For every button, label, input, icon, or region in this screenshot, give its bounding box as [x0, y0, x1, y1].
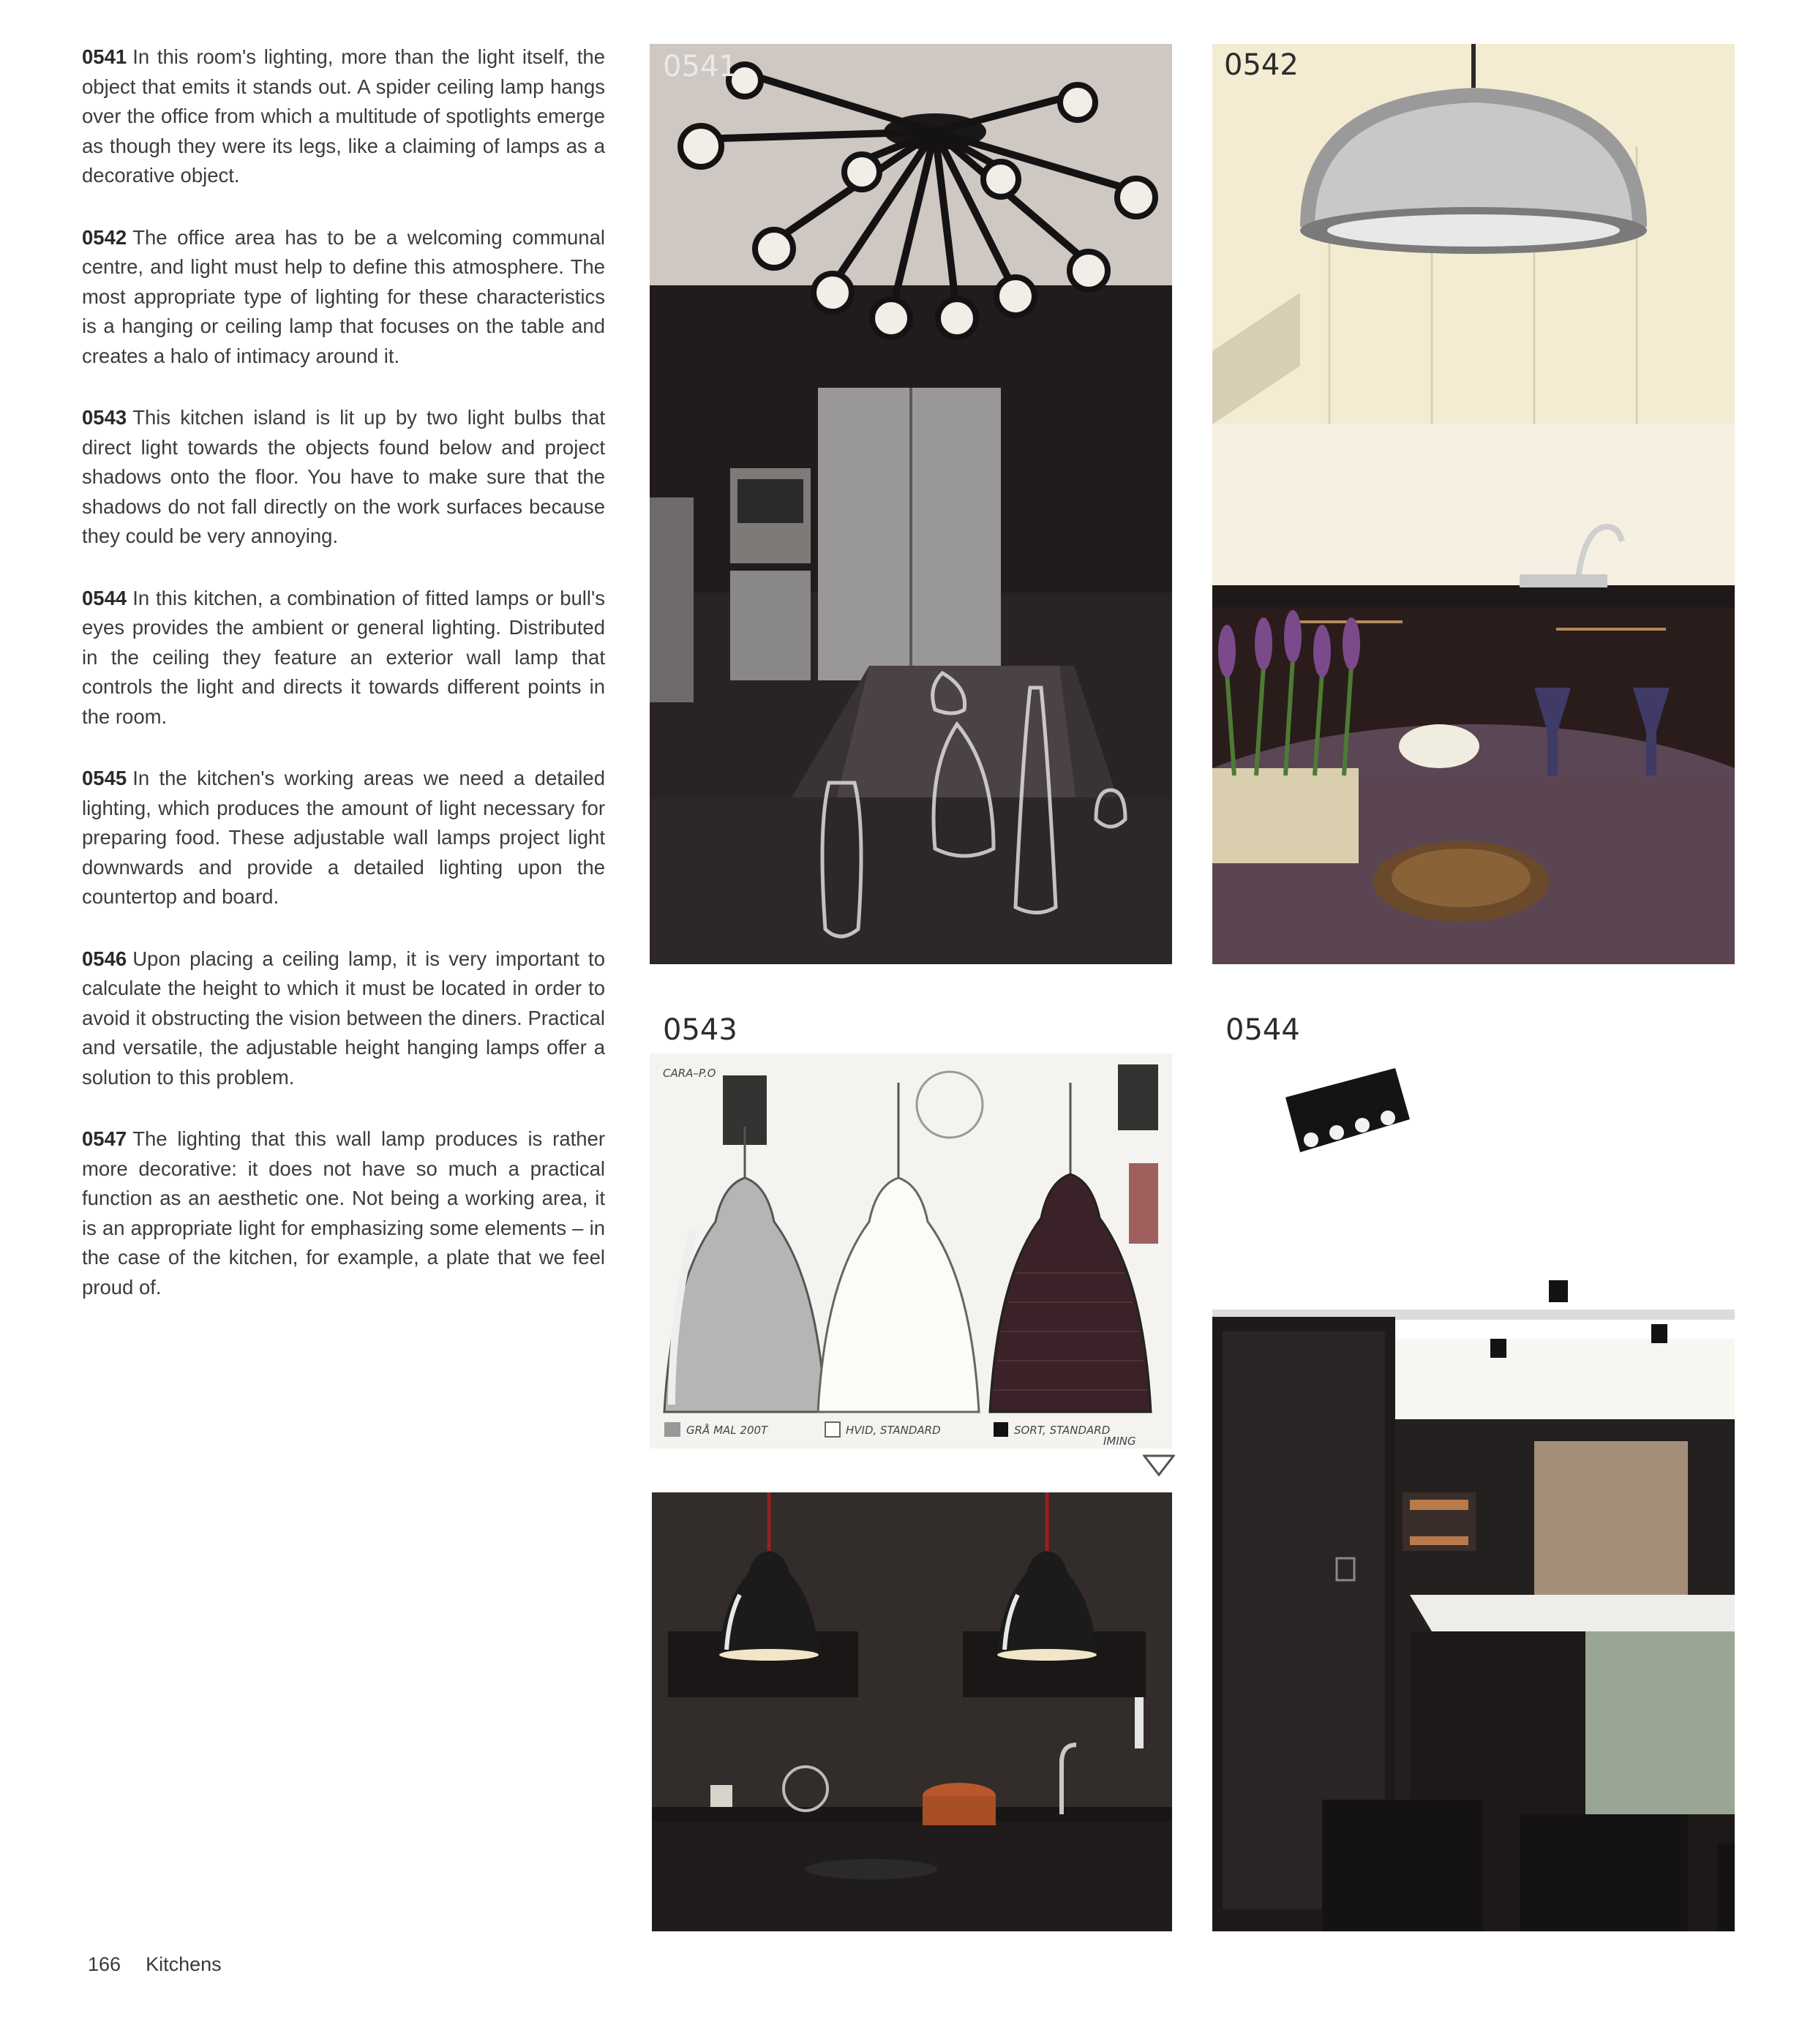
- entry-text: This kitchen island is lit up by two light bulbs that direct light towards the objects found below and project shadows onto the floor. You have to make sure that the shadows do not fall directly on the work surfaces because they could be very annoying.: [82, 406, 605, 547]
- section-name: Kitchens: [146, 1953, 222, 1975]
- entry-number: 0546: [82, 947, 127, 970]
- entry-0542: [82, 223, 605, 372]
- text-column: [82, 42, 605, 1334]
- page-footer: [88, 1953, 247, 1976]
- photo-0542-pendant-kitchen: [1212, 44, 1735, 964]
- pendants-counter-illustration: [652, 1492, 1172, 1931]
- photo-caption-0543: 0543: [663, 1013, 737, 1047]
- sketch-label-black: SORT, STANDARD: [1014, 1424, 1111, 1437]
- entry-text: In the kitchen's working areas we need a detailed lighting, which produces the amount of light necessary for preparing food. These adjustable wall lamps project light downwards and provide a detailed lighting upon the countertop and board.: [82, 767, 605, 908]
- lamp-sketch-illustration: [650, 1053, 1172, 1449]
- entry-0541: [82, 42, 605, 191]
- pendant-kitchen-illustration: [1212, 44, 1735, 964]
- sketch-signature: IMING: [1103, 1435, 1136, 1448]
- entry-number: 0541: [82, 45, 127, 68]
- page-number: 166: [88, 1953, 121, 1975]
- sketch-0543-lamp-drawings: [650, 1053, 1172, 1449]
- photo-caption: 0541: [663, 50, 737, 83]
- photo-0541-spider-lamp-kitchen: [650, 44, 1172, 964]
- entry-text: The lighting that this wall lamp produces is rather more decorative: it does not have so much a practical function as an aesthetic one. Not being a working area, it is an appropriate light for emphasizing some elements – in the case of the kitchen, for example, a plate that we feel proud of.: [82, 1127, 605, 1299]
- entry-number: 0547: [82, 1127, 127, 1150]
- down-triangle-icon: [1143, 1454, 1175, 1476]
- entry-number: 0543: [82, 406, 127, 429]
- fitted-lamps-kitchen-illustration: [1212, 1053, 1735, 1931]
- entry-text: The office area has to be a welcoming communal centre, and light must help to define this atmosphere. The most appropriate type of lighting for these characteristics is a hanging or ceiling lamp that focuses on the table and creates a halo of intimacy around it.: [82, 225, 605, 367]
- sketch-title: CARA–P.O: [663, 1067, 716, 1080]
- photo-caption: 0542: [1224, 48, 1299, 82]
- entry-number: 0545: [82, 767, 127, 789]
- entry-text: Upon placing a ceiling lamp, it is very important to calculate the height to which it must be located in order to avoid it obstructing the vision between the diners. Practical and versatile, the adjustable height hanging lamps offer a solution to this problem.: [82, 947, 605, 1089]
- spider-lamp-illustration: [650, 44, 1172, 964]
- entry-0546: [82, 944, 605, 1093]
- entry-0544: [82, 584, 605, 732]
- photo-0544-fitted-lamps-kitchen: [1212, 1053, 1735, 1931]
- entry-0545: [82, 764, 605, 912]
- entry-0543: [82, 403, 605, 552]
- entry-text: In this kitchen, a combination of fitted lamps or bull's eyes provides the ambient or general lighting. Distributed in the ceiling they feature an exterior wall lamp that controls the light and directs it towards different points in the room.: [82, 586, 605, 728]
- sketch-label-grey: GRÅ MAL 200T: [686, 1424, 768, 1437]
- entry-number: 0544: [82, 586, 127, 609]
- photo-caption-0544: 0544: [1225, 1013, 1300, 1047]
- entry-number: 0542: [82, 225, 127, 249]
- entry-text: In this room's lighting, more than the light itself, the object that emits it stands out. A spider ceiling lamp hangs over the office from which a multitude of spotlights emerge as though they were its legs, like a claiming of lamps as a decorative object.: [82, 45, 605, 187]
- sketch-label-white: HVID, STANDARD: [846, 1424, 941, 1437]
- photo-0543-pendants-counter: [652, 1492, 1172, 1931]
- entry-0547: [82, 1124, 605, 1302]
